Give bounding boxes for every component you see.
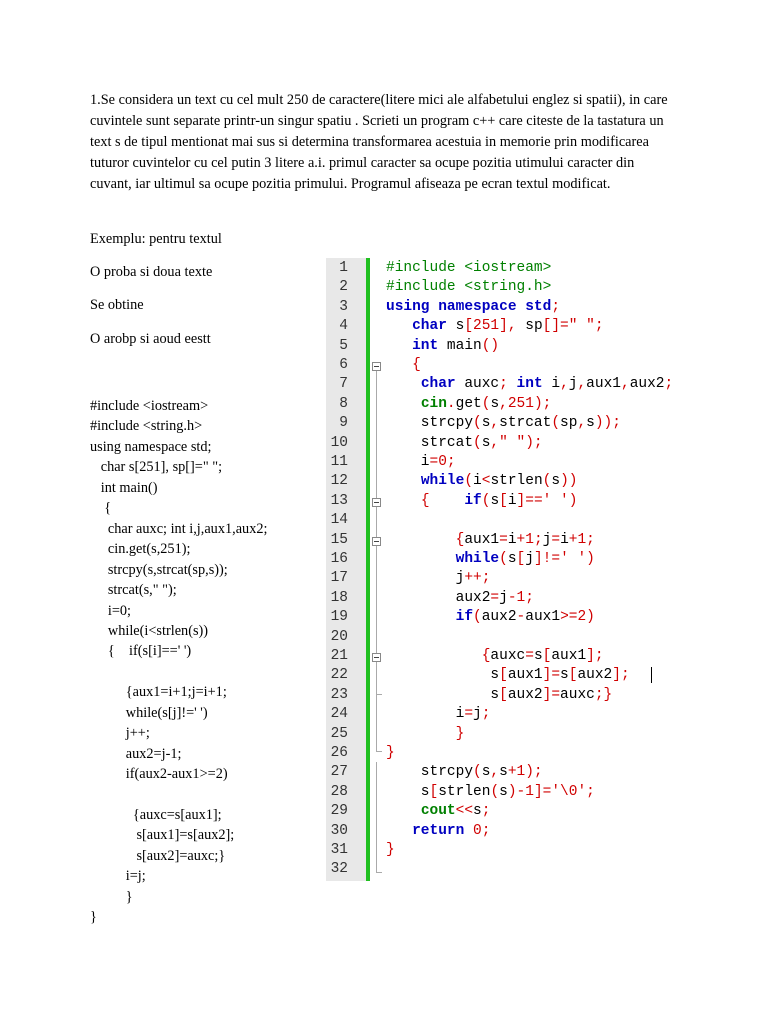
code-token: ( bbox=[481, 492, 491, 509]
code-token: ; bbox=[481, 822, 491, 839]
code-line: #include <iostream> bbox=[90, 398, 209, 414]
code-line: j++; bbox=[90, 725, 150, 742]
line-number: 27 bbox=[330, 764, 348, 781]
line-number: 11 bbox=[330, 454, 348, 470]
line-number: 25 bbox=[330, 725, 348, 742]
line-number: 2 bbox=[339, 279, 348, 296]
fold-end-marker bbox=[376, 751, 382, 752]
fold-toggle-icon[interactable] bbox=[372, 498, 381, 507]
editor-code-line bbox=[386, 550, 595, 569]
code-token: i bbox=[386, 706, 465, 723]
line-number: 14 bbox=[330, 512, 348, 529]
code-token: []= bbox=[542, 318, 569, 335]
code-token: ; bbox=[586, 783, 595, 800]
code-token: ;} bbox=[594, 686, 613, 703]
code-token: 0 bbox=[438, 454, 447, 470]
code-token: ( bbox=[481, 395, 491, 412]
code-token: cin bbox=[420, 395, 447, 412]
code-token: [ bbox=[464, 318, 474, 335]
code-token: s bbox=[473, 803, 482, 820]
code-token: aux1 bbox=[507, 667, 543, 684]
code-token: j bbox=[542, 531, 552, 548]
line-number: 3 bbox=[339, 298, 348, 315]
code-line: char auxc; int i,j,aux1,aux2; bbox=[90, 520, 268, 537]
line-number: 19 bbox=[330, 609, 348, 626]
code-token: 251 bbox=[473, 318, 500, 335]
code-token: i bbox=[473, 473, 482, 490]
editor-code-line bbox=[386, 337, 499, 356]
code-token: if bbox=[455, 609, 474, 626]
fold-guide bbox=[376, 762, 377, 872]
code-token: ], bbox=[499, 318, 517, 335]
code-token: s bbox=[499, 783, 508, 800]
code-token: ; bbox=[664, 376, 674, 393]
code-token bbox=[386, 726, 456, 742]
code-line: } bbox=[90, 909, 97, 926]
code-token: strlen bbox=[490, 473, 543, 490]
code-token: - bbox=[516, 609, 526, 626]
code-token: [ bbox=[429, 783, 439, 800]
code-token: ; bbox=[446, 454, 456, 470]
code-line: if(aux2-aux1>=2) bbox=[90, 766, 228, 783]
code-token: ' ' bbox=[560, 551, 587, 567]
code-token: = bbox=[464, 706, 474, 723]
code-editor-screenshot bbox=[326, 258, 748, 881]
fold-toggle-icon[interactable] bbox=[372, 537, 381, 546]
code-token: aux2 bbox=[481, 609, 517, 626]
code-token: ; bbox=[525, 589, 534, 606]
code-token: ; bbox=[481, 706, 491, 723]
code-token: < bbox=[481, 473, 491, 490]
code-token: ; bbox=[586, 531, 595, 548]
code-token: ( bbox=[542, 473, 552, 490]
code-token: , bbox=[490, 415, 500, 432]
editor-code-line bbox=[386, 395, 551, 414]
code-token: [ bbox=[499, 686, 508, 703]
code-token: << bbox=[455, 803, 474, 820]
line-number: 16 bbox=[330, 551, 348, 567]
editor-code-line bbox=[386, 375, 673, 394]
code-token: ; bbox=[533, 531, 543, 548]
code-line: {aux1=i+1;j=i+1; bbox=[90, 684, 227, 701]
code-token: . bbox=[446, 395, 456, 412]
editor-code-line bbox=[386, 725, 464, 744]
code-token: { bbox=[420, 492, 430, 509]
code-token: [ bbox=[516, 551, 526, 567]
code-token bbox=[430, 493, 465, 509]
code-token: , bbox=[490, 764, 500, 781]
code-token: ) bbox=[586, 551, 595, 567]
code-token: using namespace std bbox=[386, 298, 552, 315]
editor-code-line bbox=[386, 666, 630, 685]
line-number: 24 bbox=[330, 706, 348, 723]
editor-code-line bbox=[386, 608, 595, 627]
code-token: = bbox=[525, 648, 534, 664]
code-token: () bbox=[481, 337, 500, 354]
change-marker-bar bbox=[366, 258, 370, 881]
code-line: cin.get(s,251); bbox=[90, 541, 191, 558]
code-token: s bbox=[446, 318, 465, 335]
editor-code-line bbox=[386, 531, 595, 550]
code-token: s bbox=[490, 395, 500, 412]
code-token: i bbox=[542, 376, 561, 393]
editor-code-line bbox=[386, 589, 534, 608]
code-token: s bbox=[386, 667, 500, 684]
code-line: while(s[j]!=' ') bbox=[90, 704, 208, 721]
code-token: [ bbox=[499, 492, 508, 509]
code-token: cout bbox=[420, 803, 456, 820]
line-number: 7 bbox=[339, 376, 348, 393]
code-line: #include <string.h> bbox=[90, 418, 203, 435]
code-token: , bbox=[499, 395, 508, 412]
editor-code-line bbox=[386, 317, 604, 336]
fold-end-marker bbox=[376, 872, 382, 873]
code-token: ); bbox=[533, 395, 552, 412]
code-token: ( bbox=[464, 473, 474, 490]
code-token: while bbox=[420, 473, 465, 490]
code-line: s[aux1]=s[aux2]; bbox=[90, 827, 235, 844]
code-token: { bbox=[455, 531, 465, 548]
code-token: strcpy bbox=[386, 764, 474, 781]
code-token: strcpy bbox=[386, 415, 474, 432]
code-token bbox=[386, 493, 421, 509]
code-token: + bbox=[516, 531, 526, 548]
code-line: i=0; bbox=[90, 602, 132, 619]
editor-code-line bbox=[386, 278, 551, 297]
line-number: 4 bbox=[339, 318, 348, 335]
code-token: '\0' bbox=[551, 783, 587, 800]
code-token: i bbox=[507, 531, 517, 548]
code-token: , bbox=[490, 434, 500, 451]
code-token bbox=[386, 648, 482, 664]
code-token: = bbox=[490, 589, 500, 606]
code-token: j bbox=[568, 376, 578, 393]
code-line: { bbox=[90, 500, 112, 517]
code-line: using namespace std; bbox=[90, 438, 212, 455]
code-token: ( bbox=[551, 415, 561, 432]
fold-toggle-icon[interactable] bbox=[372, 653, 381, 662]
code-token: ( bbox=[473, 764, 482, 781]
code-line: aux2=j-1; bbox=[90, 745, 182, 762]
code-token: )); bbox=[594, 415, 621, 432]
line-number: 18 bbox=[330, 589, 348, 606]
line-number: 28 bbox=[330, 783, 348, 800]
editor-code-line bbox=[386, 414, 621, 433]
code-token: aux2 bbox=[629, 376, 665, 393]
code-token bbox=[386, 609, 456, 625]
code-token: { bbox=[481, 648, 491, 664]
code-token: sp bbox=[516, 318, 543, 335]
code-token: ); bbox=[525, 434, 543, 451]
line-number: 8 bbox=[339, 395, 348, 412]
fold-end-marker bbox=[376, 694, 382, 695]
code-token: s bbox=[386, 783, 430, 800]
code-token: while bbox=[455, 551, 500, 567]
code-token bbox=[386, 803, 421, 819]
code-token: - bbox=[507, 589, 517, 606]
code-token bbox=[386, 551, 456, 567]
code-token: aux2 bbox=[507, 686, 543, 703]
code-token: ]; bbox=[586, 648, 604, 664]
code-token: s bbox=[507, 551, 517, 567]
code-token: ; bbox=[481, 803, 491, 820]
code-token: ]; bbox=[612, 667, 630, 684]
code-token: [ bbox=[499, 667, 508, 684]
code-token: auxc bbox=[560, 686, 595, 703]
code-token: aux1 bbox=[551, 648, 587, 664]
code-token bbox=[386, 823, 412, 839]
code-token: ); bbox=[525, 764, 543, 781]
obtained-label: Se obtine bbox=[90, 297, 144, 313]
example-input: O proba si doua texte bbox=[90, 264, 213, 280]
editor-code-line bbox=[386, 647, 604, 666]
code-token: return bbox=[412, 822, 465, 839]
code-token: #include <string.h> bbox=[386, 279, 552, 296]
code-token: strlen bbox=[438, 783, 491, 800]
code-token: >= bbox=[560, 609, 578, 626]
editor-code-line bbox=[386, 569, 490, 588]
code-token: s bbox=[533, 648, 543, 664]
code-token: get bbox=[455, 395, 482, 412]
line-number: 26 bbox=[330, 745, 348, 761]
example-intro: Exemplu: pentru textul bbox=[90, 231, 222, 247]
code-token: 1 bbox=[516, 589, 526, 606]
code-token: 1 bbox=[516, 764, 526, 781]
line-number: 32 bbox=[330, 861, 348, 878]
code-token: + bbox=[507, 764, 517, 781]
code-line: while(i<strlen(s)) bbox=[90, 622, 209, 639]
code-token: 0 bbox=[473, 822, 482, 839]
editor-code-line bbox=[386, 822, 490, 841]
code-token: aux1 bbox=[464, 531, 500, 548]
code-token: s bbox=[499, 764, 508, 781]
editor-code-line bbox=[386, 259, 551, 278]
editor-code-line bbox=[386, 434, 543, 453]
code-token: [ bbox=[542, 648, 552, 664]
code-line: strcat(s," "); bbox=[90, 582, 177, 599]
code-token: s bbox=[386, 686, 500, 703]
code-token bbox=[508, 376, 517, 392]
editor-code-line bbox=[386, 783, 595, 802]
code-token: ++; bbox=[464, 570, 491, 587]
code-token: } bbox=[386, 745, 395, 761]
code-token: 1 bbox=[525, 783, 534, 800]
code-token: s bbox=[551, 473, 561, 490]
code-token: strcat bbox=[386, 434, 474, 451]
code-line: { if(s[i]==' ') bbox=[90, 643, 192, 660]
code-token: int bbox=[412, 337, 439, 354]
code-token: if bbox=[464, 492, 482, 509]
code-token: ; bbox=[594, 318, 604, 335]
code-token: aux1 bbox=[586, 376, 621, 393]
editor-code-line bbox=[386, 841, 395, 860]
code-token: strcat bbox=[499, 415, 552, 432]
code-token bbox=[464, 823, 473, 839]
editor-code-line bbox=[386, 802, 490, 821]
code-token: ) bbox=[586, 609, 595, 626]
line-number: 13 bbox=[330, 492, 348, 509]
code-token: )- bbox=[507, 783, 526, 800]
line-number: 12 bbox=[330, 473, 348, 490]
code-token: char bbox=[412, 318, 447, 335]
line-number: 6 bbox=[339, 357, 348, 373]
code-token: ]!= bbox=[533, 551, 561, 567]
code-token bbox=[386, 338, 412, 354]
code-token: = bbox=[551, 531, 561, 548]
code-token: 1 bbox=[577, 531, 587, 548]
code-token: s bbox=[481, 415, 491, 432]
code-line: s[aux2]=auxc;} bbox=[90, 847, 226, 864]
editor-code-line bbox=[386, 453, 456, 472]
line-number: 5 bbox=[339, 337, 348, 354]
line-number: 15 bbox=[330, 531, 348, 548]
code-line: int main() bbox=[90, 479, 158, 496]
code-token bbox=[386, 532, 456, 548]
line-number: 10 bbox=[330, 434, 348, 451]
code-token: sp bbox=[560, 415, 578, 432]
line-number: 17 bbox=[330, 570, 348, 587]
code-token: ( bbox=[473, 415, 482, 432]
code-token: , bbox=[620, 376, 630, 393]
code-token: auxc bbox=[455, 376, 500, 393]
code-token: i bbox=[386, 454, 430, 470]
code-token bbox=[386, 318, 412, 334]
code-token: [ bbox=[568, 667, 578, 684]
code-token: s bbox=[481, 764, 491, 781]
line-number: 29 bbox=[330, 803, 348, 820]
code-token: aux1 bbox=[525, 609, 561, 626]
code-token: j bbox=[525, 551, 534, 567]
code-token: ; bbox=[551, 298, 561, 315]
editor-code-line bbox=[386, 472, 577, 491]
code-token: j bbox=[473, 706, 482, 723]
editor-code-line bbox=[386, 492, 577, 511]
problem-statement: 1.Se considera un text cu cel mult 250 de caractere(litere mici ale alfabetului englez si spatii), in care cuvintele sunt separate printr-un singur spatiu . Scrieti un program c++ care citeste de la tastatura un text s de tipul mentionat mai sus si determina transformarea acestuia in memorie prin modificarea tuturor cuvintelor cu cel putin 3 litere a.i. primul caracter sa ocupe pozitia utimului caracter din cuvant, iar ultimul sa ocupe pozitia primului. Programul afiseaza pe ecran textul modificat. bbox=[90, 92, 668, 192]
line-number: 21 bbox=[330, 648, 348, 664]
code-token: ( bbox=[473, 434, 482, 451]
code-token: { bbox=[412, 357, 421, 373]
code-token: 251 bbox=[507, 395, 534, 412]
code-token: i bbox=[507, 492, 517, 509]
code-token: " " bbox=[568, 318, 595, 335]
line-number: 20 bbox=[330, 628, 348, 645]
code-token: s bbox=[560, 667, 569, 684]
code-token: auxc bbox=[490, 648, 526, 664]
code-token: , bbox=[560, 376, 569, 393]
code-token: j bbox=[386, 570, 465, 587]
code-token: = bbox=[429, 454, 439, 470]
code-token bbox=[386, 396, 421, 412]
code-token: ]== bbox=[516, 492, 543, 509]
line-number: 9 bbox=[339, 415, 348, 432]
code-token: aux2 bbox=[386, 589, 491, 606]
code-token: )) bbox=[560, 473, 578, 490]
code-token: #include <iostream> bbox=[386, 260, 552, 276]
code-token: char bbox=[420, 376, 456, 393]
line-number: 1 bbox=[339, 260, 348, 276]
code-token: main bbox=[438, 337, 482, 354]
code-token: s bbox=[481, 434, 491, 451]
code-token: } bbox=[386, 842, 395, 858]
code-token: ( bbox=[490, 783, 500, 800]
code-line: i=j; bbox=[90, 868, 146, 885]
code-token: ]= bbox=[533, 783, 552, 800]
line-number: 22 bbox=[330, 667, 348, 684]
code-line: } bbox=[90, 888, 133, 905]
line-number: 30 bbox=[330, 822, 348, 839]
code-token: ' ' bbox=[542, 492, 569, 509]
code-token: s bbox=[490, 492, 500, 509]
code-token bbox=[386, 357, 412, 373]
code-line: char s[251], sp[]=" "; bbox=[90, 459, 223, 476]
code-token: s bbox=[586, 415, 595, 432]
code-token: int bbox=[516, 376, 543, 393]
code-token: ) bbox=[568, 492, 578, 509]
line-number: 31 bbox=[330, 842, 348, 858]
code-line: strcpy(s,strcat(sp,s)); bbox=[90, 561, 228, 578]
code-token: aux2 bbox=[577, 667, 613, 684]
code-token: i bbox=[560, 531, 569, 548]
code-line: {auxc=s[aux1]; bbox=[90, 807, 222, 823]
editor-code-line bbox=[386, 763, 543, 782]
code-token: , bbox=[577, 415, 587, 432]
code-token: = bbox=[499, 531, 508, 548]
text-caret bbox=[651, 667, 652, 683]
code-token: 2 bbox=[577, 609, 587, 626]
line-number: 23 bbox=[330, 686, 348, 703]
code-token: " " bbox=[499, 434, 526, 451]
editor-code-line bbox=[386, 686, 612, 705]
fold-toggle-icon[interactable] bbox=[372, 362, 381, 371]
example-output: O arobp si aoud eestt bbox=[90, 331, 211, 347]
editor-code-line bbox=[386, 298, 560, 317]
code-token: ( bbox=[499, 551, 508, 567]
code-token: , bbox=[577, 376, 587, 393]
code-token: ]= bbox=[542, 686, 561, 703]
editor-code-line bbox=[386, 744, 395, 763]
editor-code-line bbox=[386, 705, 490, 724]
code-token bbox=[386, 376, 421, 392]
editor-code-line bbox=[386, 356, 421, 375]
code-token: 1 bbox=[525, 531, 534, 548]
code-token: ; bbox=[499, 376, 508, 393]
code-token bbox=[386, 473, 421, 489]
code-token: } bbox=[455, 725, 465, 742]
code-token: + bbox=[568, 531, 578, 548]
code-token: j bbox=[499, 589, 508, 606]
code-token: ( bbox=[473, 609, 482, 626]
code-token: ]= bbox=[542, 667, 561, 684]
